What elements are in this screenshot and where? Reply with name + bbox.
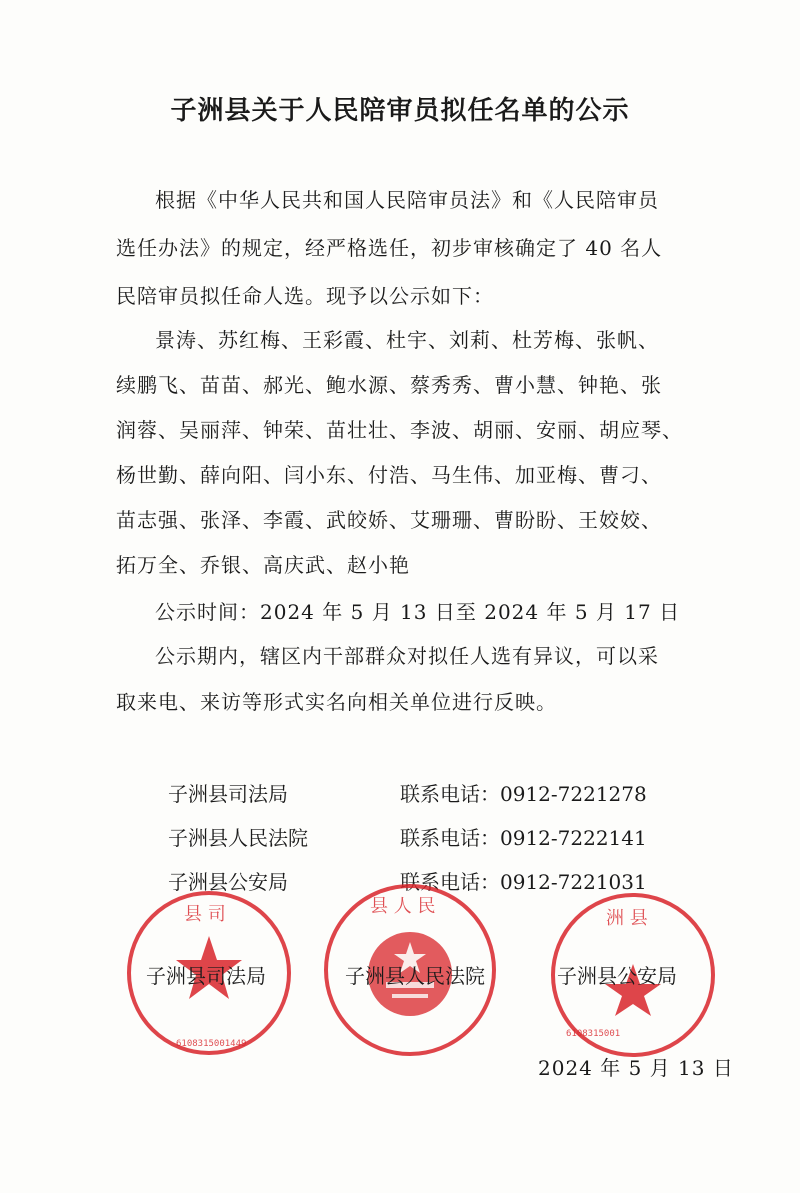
document-date: 2024 年 5 月 13 日 bbox=[538, 1056, 734, 1080]
names-line-1: 景涛、苏红梅、王彩霞、杜宇、刘莉、杜芳梅、张帆、 bbox=[155, 328, 659, 352]
svg-text:6108315001: 6108315001 bbox=[566, 1029, 621, 1039]
intro-line-2: 选任办法》的规定，经严格选任，初步审核确定了 40 名人 bbox=[116, 236, 663, 260]
contact-org: 子洲县司法局 bbox=[168, 782, 288, 806]
publicity-period: 公示时间：2024 年 5 月 13 日至 2024 年 5 月 17 日 bbox=[155, 600, 681, 624]
contact-phone: 联系电话：0912-7222141 bbox=[400, 826, 647, 850]
names-line-6: 拓万全、乔银、高庆武、赵小艳 bbox=[116, 553, 410, 577]
names-line-5: 苗志强、张泽、李霞、武皎娇、艾珊珊、曹盼盼、王姣姣、 bbox=[116, 508, 662, 532]
contact-row-judicial bbox=[0, 778, 800, 808]
names-line-3: 润蓉、吴丽萍、钟荣、苗壮壮、李波、胡丽、安丽、胡应琴、 bbox=[116, 418, 683, 442]
signature-judicial: 子洲县司法局 bbox=[146, 964, 266, 988]
svg-text:县 司: 县 司 bbox=[184, 904, 226, 925]
contact-org: 子洲县人民法院 bbox=[168, 826, 308, 850]
names-line-2: 续鹏飞、苗苗、郝光、鲍水源、蔡秀秀、曹小慧、钟艳、张 bbox=[116, 373, 662, 397]
intro-line-1: 根据《中华人民共和国人民陪审员法》和《人民陪审员 bbox=[155, 188, 659, 212]
names-line-4: 杨世勤、薛向阳、闫小东、付浩、马生伟、加亚梅、曹刁、 bbox=[116, 463, 662, 487]
svg-text:县 人 民: 县 人 民 bbox=[370, 896, 436, 917]
signature-court: 子洲县人民法院 bbox=[345, 964, 485, 988]
page-title: 子洲县关于人民陪审员拟任名单的公示 bbox=[170, 96, 630, 126]
objection-line-2: 取来电、来访等形式实名向相关单位进行反映。 bbox=[116, 690, 557, 714]
contact-phone: 联系电话：0912-7221031 bbox=[400, 870, 647, 894]
contact-org: 子洲县公安局 bbox=[168, 870, 288, 894]
objection-line-1: 公示期内，辖区内干部群众对拟任人选有异议，可以采 bbox=[155, 644, 659, 668]
intro-line-3: 民陪审员拟任命人选。现予以公示如下： bbox=[116, 284, 494, 308]
signature-police: 子洲县公安局 bbox=[557, 964, 677, 988]
svg-text:6108315001449: 6108315001449 bbox=[176, 1039, 247, 1049]
svg-text:洲 县: 洲 县 bbox=[606, 908, 648, 929]
contact-phone: 联系电话：0912-7221278 bbox=[400, 782, 647, 806]
contact-row-court bbox=[0, 822, 800, 852]
